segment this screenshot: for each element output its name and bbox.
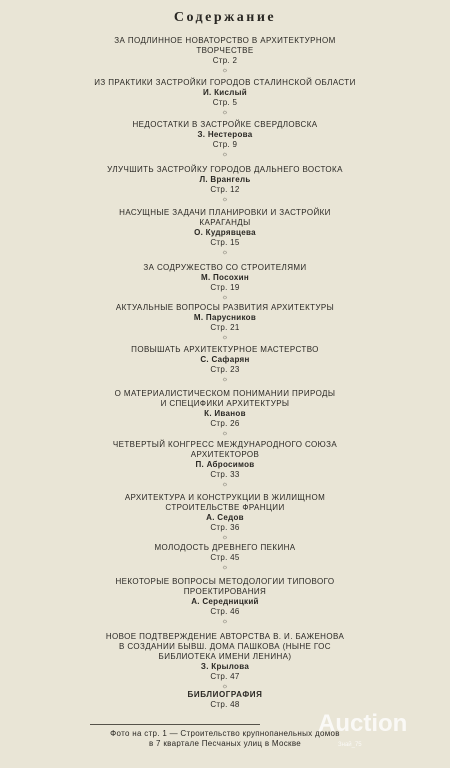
separator-ornament: ☼ [221,334,229,341]
entry-title: ПРОЕКТИРОВАНИЯ [183,587,267,596]
toc-entry [40,208,410,257]
entry-page: Стр. 36 [210,523,240,532]
separator-ornament: ☼ [221,564,229,571]
toc-entry [40,303,410,342]
caption-line: Фото на стр. 1 — Строительство крупнопанельных домов [110,729,340,738]
entry-author: И. Кислый [203,88,247,97]
toc-entry [40,165,410,204]
separator-ornament: ☼ [221,67,229,74]
entry-page: Стр. 46 [210,607,240,616]
entry-title: НАСУЩНЫЕ ЗАДАЧИ ПЛАНИРОВКИ И ЗАСТРОЙКИ [119,208,331,217]
separator-ornament: ☼ [221,534,229,541]
toc-entry [40,78,410,117]
entry-author: Л. Врангель [199,175,251,184]
entry-page: Стр. 26 [210,419,240,428]
watermark-logo: Auction [318,710,408,737]
page-title: Содержание [173,10,277,25]
entry-title: ЗА ПОДЛИННОЕ НОВАТОРСТВО В АРХИТЕКТУРНОМ [114,36,336,45]
entry-title: АРХИТЕКТУРА И КОНСТРУКЦИИ В ЖИЛИЩНОМ [124,493,326,502]
footnote-divider [90,724,260,725]
entry-page: Стр. 12 [210,185,240,194]
toc-entry [40,36,410,75]
watermark-username: Знай_75 [338,742,362,748]
entry-page: Стр. 23 [210,365,240,374]
entry-title: СТРОИТЕЛЬСТВЕ ФРАНЦИИ [165,503,285,512]
separator-ornament: ☼ [221,683,229,690]
entry-title: АРХИТЕКТОРОВ [190,450,260,459]
separator-ornament: ☼ [221,481,229,488]
toc-entry [40,389,410,438]
entry-title: КАРАГАНДЫ [199,218,251,227]
entry-page: Стр. 47 [210,672,240,681]
entry-title: МОЛОДОСТЬ ДРЕВНЕГО ПЕКИНА [154,543,296,552]
toc-entry [40,120,410,159]
entry-title: И СПЕЦИФИКИ АРХИТЕКТУРЫ [160,399,290,408]
entry-page: Стр. 45 [210,553,240,562]
separator-ornament: ☼ [221,109,229,116]
entry-author: М. Посохин [201,273,249,282]
entry-page: Стр. 9 [212,140,238,149]
separator-ornament: ☼ [221,376,229,383]
entry-title: ПОВЫШАТЬ АРХИТЕКТУРНОЕ МАСТЕРСТВО [131,345,319,354]
bibliography-title: БИБЛИОГРАФИЯ [187,690,263,699]
entry-author: З. Нестерова [197,130,253,139]
separator-ornament: ☼ [221,196,229,203]
entry-author: М. Парусников [193,313,257,322]
entry-author: О. Кудрявцева [194,228,256,237]
entry-page: Стр. 19 [210,283,240,292]
entry-title: НЕДОСТАТКИ В ЗАСТРОЙКЕ СВЕРДЛОВСКА [132,120,318,129]
entry-title: О МАТЕРИАЛИСТИЧЕСКОМ ПОНИМАНИИ ПРИРОДЫ [114,389,336,398]
photo-caption [60,729,390,749]
entry-author: А. Середницкий [191,597,259,606]
entry-title: НОВОЕ ПОДТВЕРЖДЕНИЕ АВТОРСТВА В. И. БАЖЕНОВА [105,632,345,641]
toc-entry [40,493,410,542]
entry-title: БИБЛИОТЕКА ИМЕНИ ЛЕНИНА) [158,652,292,661]
entry-title: НЕКОТОРЫЕ ВОПРОСЫ МЕТОДОЛОГИИ ТИПОВОГО [115,577,335,586]
separator-ornament: ☼ [221,618,229,625]
toc-entry [40,345,410,384]
entry-page: Стр. 33 [210,470,240,479]
entry-author: С. Сафарян [200,355,250,364]
toc-entry [40,440,410,489]
entry-title: ТВОРЧЕСТВЕ [196,46,254,55]
entry-author: П. Абросимов [195,460,255,469]
entry-title: ИЗ ПРАКТИКИ ЗАСТРОЙКИ ГОРОДОВ СТАЛИНСКОЙ ОБЛАСТИ [94,78,356,87]
bibliography-page: Стр. 48 [210,700,240,709]
entry-page: Стр. 2 [212,56,238,65]
entry-title: УЛУЧШИТЬ ЗАСТРОЙКУ ГОРОДОВ ДАЛЬНЕГО ВОСТОКА [107,165,343,174]
entry-title: ЗА СОДРУЖЕСТВО СО СТРОИТЕЛЯМИ [143,263,307,272]
separator-ornament: ☼ [221,151,229,158]
caption-line: в 7 квартале Песчаных улиц в Москве [148,739,302,748]
entry-author: К. Иванов [204,409,246,418]
entry-author: З. Крылова [200,662,250,671]
separator-ornament: ☼ [221,294,229,301]
toc-entry [40,263,410,302]
bibliography-entry [40,690,410,710]
entry-title: В СОЗДАНИИ БЫВШ. ДОМА ПАШКОВА (НЫНЕ ГОС [119,642,331,651]
entry-title: ЧЕТВЕРТЫЙ КОНГРЕСС МЕЖДУНАРОДНОГО СОЮЗА [112,440,338,449]
toc-entry [40,543,410,572]
entry-page: Стр. 15 [210,238,240,247]
entry-page: Стр. 21 [210,323,240,332]
separator-ornament: ☼ [221,430,229,437]
toc-entry [40,632,410,691]
separator-ornament: ☼ [221,249,229,256]
entry-author: А. Седов [206,513,244,522]
entry-page: Стр. 5 [212,98,238,107]
toc-entry [40,577,410,626]
entry-title: АКТУАЛЬНЫЕ ВОПРОСЫ РАЗВИТИЯ АРХИТЕКТУРЫ [115,303,335,312]
